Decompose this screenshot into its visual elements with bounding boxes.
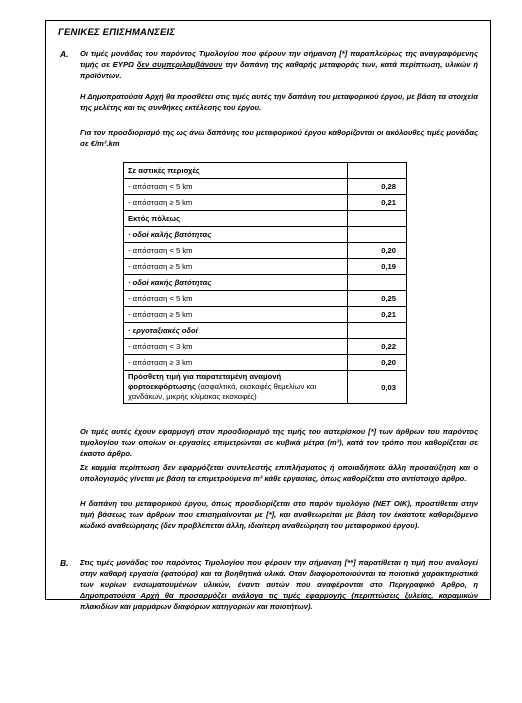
table-cell-value: 0,19 (348, 259, 407, 275)
table-row (124, 211, 407, 227)
section-a-paragraph-2: Η Δημοπρατούσα Αρχή θα προσθέτει στις τιμές αυτές την δαπάνη του μεταφορικού έργου, με βάση τα στοιχεία της μελέτης και τις συνθήκες εκτέλεσης του έργου. (80, 92, 478, 112)
table-cell-value: 0,21 (348, 195, 407, 211)
table-row (124, 355, 407, 371)
table-cell-value (348, 163, 407, 179)
surcharge-label-detail: (ασφαλτικά, εκσκαφές θεμελίων και χανδάκων, μικρής κλίμακας εκσκαφές) (128, 382, 317, 401)
table-cell-value: 0,25 (348, 291, 407, 307)
table-cell-value (348, 227, 407, 243)
paragraph-transport-cost: Η δαπάνη του μεταφορικού έργου, όπως προσδιορίζεται στο παρόν τιμολόγιο (ΝΕΤ ΟΙΚ), προστίθεται στην τιμή βάσεως των άρθρων που επισημαίνονται με [*], και αναθεωρείται με βάση τον έκαστοτε καθοριζόμενο κωδικό αναθεώρησης (δεν προβλέπεται άλλη, ιδιαίτερη αναθεώρηση του μεταφορικού έργου). (80, 499, 478, 530)
table-cell-value: 0,28 (348, 179, 407, 195)
table-row (124, 179, 407, 195)
section-b-label: Β. (60, 558, 69, 568)
transport-rates-table (123, 162, 407, 404)
table-cell-label: - απόσταση ≥ 5 km (124, 259, 348, 275)
table-cell-label: - απόσταση < 5 km (124, 179, 348, 195)
section-a-p1-start: Οι τιμές μονάδας του παρόντος Τιμολογίου που φέρουν την σήμανση [*] παραπλεύρως της αναγραφόμενης τιμής σε ΕΥΡΩ (80, 49, 478, 69)
section-a-paragraph-1 (80, 48, 478, 81)
section-a-label: Α. (60, 49, 69, 59)
section-a-p1-underlined: δεν συμπεριλαμβάνουν (136, 60, 223, 69)
table-row (124, 227, 407, 243)
table-cell-label: · οδοί καλής βατότητας (124, 227, 348, 243)
table-cell-label: - απόσταση < 3 km (124, 339, 348, 355)
table-row (124, 195, 407, 211)
table-cell-label: Σε αστικές περιοχές (124, 163, 348, 179)
surcharge-label-bold: Πρόσθετη τιμή για παρατεταμένη αναμονή φορτοεκφόρτωσης (128, 372, 282, 391)
table-cell-label: Εκτός πόλεως (124, 211, 348, 227)
section-heading: ΓΕΝΙΚΕΣ ΕΠΙΣΗΜΑΝΣΕΙΣ (58, 27, 176, 38)
table-cell-value (348, 323, 407, 339)
table-cell-label: · εργοταξιακές οδοί (124, 323, 348, 339)
rates-table-body (124, 163, 407, 404)
table-row (124, 243, 407, 259)
table-cell-value: 0,20 (348, 355, 407, 371)
table-row (124, 259, 407, 275)
table-cell-value: 0,21 (348, 307, 407, 323)
table-cell-label: - απόσταση ≥ 3 km (124, 355, 348, 371)
table-cell-value (348, 275, 407, 291)
table-row (124, 163, 407, 179)
table-cell-label: · οδοί κακής βατότητας (124, 275, 348, 291)
table-cell-label (124, 371, 348, 404)
table-cell-label: - απόσταση ≥ 5 km (124, 307, 348, 323)
table-row-waiting-surcharge (124, 371, 407, 404)
section-a-paragraph-3: Για τον προσδιορισμό της ως άνω δαπάνης του μεταφορικού έργου καθορίζονται οι ακόλουθες τιμές μονάδας σε €/m³.km (80, 128, 478, 148)
table-cell-label: - απόσταση ≥ 5 km (124, 195, 348, 211)
table-cell-value (348, 211, 407, 227)
table-row (124, 323, 407, 339)
paragraph-no-surcharge: Σε καμμία περίπτωση δεν εφαρμόζεται συντελεστής επιπλήσματος ή οποιαδήποτε άλλη προσαύξηση και ο υπολογισμός γίνεται με βάση τα επιμετρούμενα m³ κάθε εργασίας, όπως καθορίζεται στο αντίστοιχο άρθρο. (80, 463, 478, 483)
table-cell-label: - απόσταση < 5 km (124, 243, 348, 259)
table-cell-value: 0,22 (348, 339, 407, 355)
table-row (124, 339, 407, 355)
section-b-paragraph: Στις τιμές μονάδας του παρόντος Τιμολογίου που φέρουν την σήμανση [**] παρατίθεται η τιμή που αναλογεί στην καθαρή εργασία (φατούρα) και τα βοηθητικά υλικά. Οταν διαφοροποιούνται τα ποιοτικά χαρακτηριστικά των κυρίων ενσωματουμένων υλικών, έναντι αυτών που αναφέρονται στο Περιγραφικό Αρθρο, η Δημοπρατούσα Αρχή θα προσαρμόζει ανάλογα τις τιμές εφαρμογής (περιπτώσεις ξυλείας, καραμικών πλακιδίων και μαρμάρων διαφόρων κατηγοριών και ποιοτήτων). (80, 558, 478, 611)
section-a-p1-end: την δαπάνη της καθαρής μεταφοράς των, κατά περίπτωση, υλικών ή προϊόντων. (80, 60, 478, 80)
table-cell-label: - απόσταση < 5 km (124, 291, 348, 307)
table-row (124, 307, 407, 323)
paragraph-asterisk-application: Οι τιμές αυτές έχουν εφαρμογή στον προσδιορισμό της τιμής του αστερίσκου [*] των άρθρων του παρόντος τιμολογίου των οποίων οι εργασίες επιμετρώνται σε κυβικά μέτρα (m³), κατά τον τρόπο που καθορίζεται σε έκαστο άρθρο. (80, 427, 478, 458)
table-row (124, 275, 407, 291)
table-cell-value: 0,03 (348, 371, 407, 404)
table-row (124, 291, 407, 307)
table-cell-value: 0,20 (348, 243, 407, 259)
document-page (45, 20, 491, 611)
